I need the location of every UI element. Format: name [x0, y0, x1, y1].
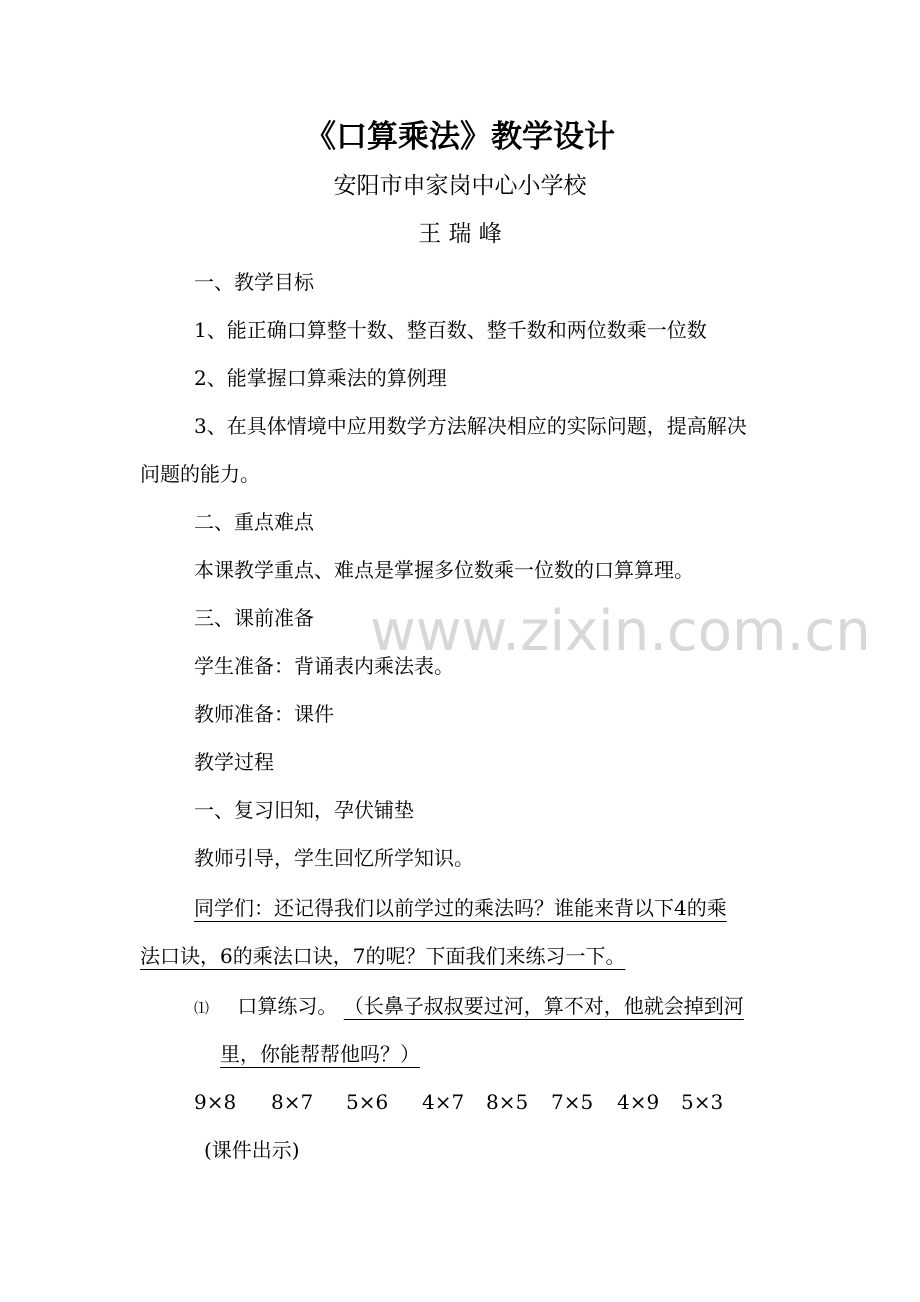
teacher-prompt-line-1: 同学们：还记得我们以前学过的乘法吗？谁能来背以下4的乘 [194, 896, 727, 920]
courseware-note: (课件出示) [204, 1138, 300, 1162]
process-heading: 教学过程 [194, 750, 274, 774]
watermark: www.zixin.com.cn [370, 599, 871, 664]
goal-heading: 一、教学目标 [194, 270, 314, 294]
document-title: 《口算乘法》教学设计 [305, 119, 615, 155]
school-name: 安阳市申家岗中心小学校 [333, 173, 587, 199]
goal-item-3b: 问题的能力。 [140, 462, 260, 486]
problem-item: 9×8 [194, 1090, 237, 1114]
problem-item: 7×5 [551, 1090, 594, 1114]
teacher-prompt-line-2: 法口诀，6的乘法口诀，7的呢？下面我们来练习一下。 [140, 944, 626, 968]
goal-item-1: 1、能正确口算整十数、整百数、整千数和两位数乘一位数 [194, 318, 707, 342]
problem-list [194, 1090, 723, 1114]
author-name: 王 瑞 峰 [418, 221, 502, 247]
problem-item: 5×3 [681, 1090, 724, 1114]
problem-item: 8×7 [271, 1090, 314, 1114]
problem-item: 4×9 [617, 1090, 660, 1114]
key-text: 本课教学重点、难点是掌握多位数乘一位数的口算算理。 [194, 558, 694, 582]
prep-teacher: 教师准备：课件 [194, 702, 334, 726]
review-heading: 一、复习旧知，孕伏铺垫 [194, 798, 414, 822]
exercise-number: ⑴ [194, 999, 210, 1017]
problem-item: 4×7 [422, 1090, 465, 1114]
review-text: 教师引导，学生回忆所学知识。 [194, 846, 474, 870]
exercise-story-2: 里，你能帮帮他吗？） [220, 1042, 420, 1066]
prep-student: 学生准备：背诵表内乘法表。 [194, 654, 454, 678]
goal-item-3a: 3、在具体情境中应用数学方法解决相应的实际问题，提高解决 [194, 414, 747, 438]
key-heading: 二、重点难点 [194, 510, 314, 534]
problem-item: 5×6 [346, 1090, 389, 1114]
prep-heading: 三、课前准备 [194, 606, 314, 630]
exercise-label: 口算练习。 [237, 994, 338, 1018]
goal-item-2: 2、能掌握口算乘法的算例理 [194, 366, 447, 390]
problem-item: 8×5 [486, 1090, 529, 1114]
exercise-line-1 [194, 994, 744, 1020]
exercise-story-1: （长鼻子叔叔要过河，算不对，他就会掉到河 [343, 994, 744, 1018]
